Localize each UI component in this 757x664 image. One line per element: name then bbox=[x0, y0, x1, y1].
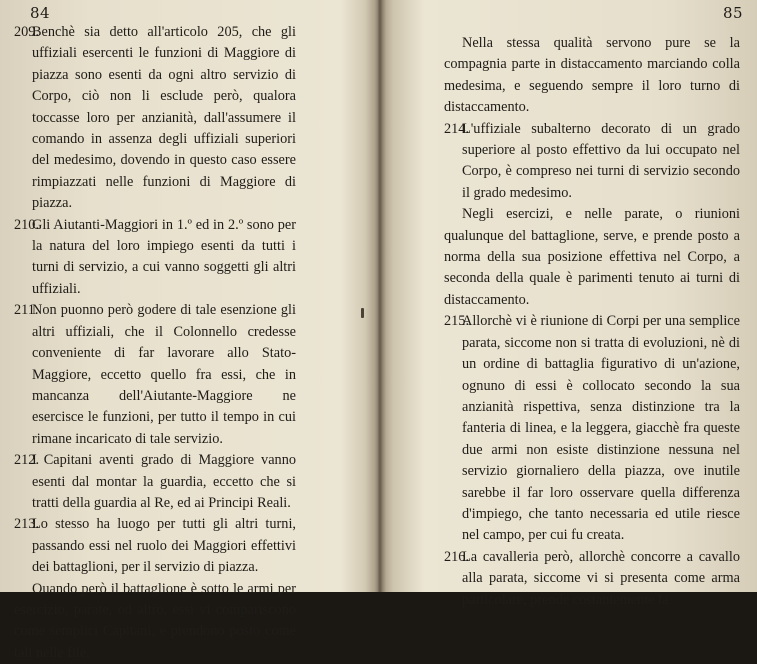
page-number-left: 84 bbox=[30, 4, 51, 22]
article-215 bbox=[444, 311, 740, 546]
article-number: 212. bbox=[14, 452, 40, 469]
article-214 bbox=[444, 119, 740, 205]
article-number: 209. bbox=[14, 24, 40, 40]
article-212 bbox=[14, 450, 296, 514]
paragraph-text: Negli esercizi, e nelle parate, o riunioni qualunque del battaglione, serve, e prende posto a norma della sua posizione effettiva nel Corpo, a seconda della quale è parimenti tenuto ai turni di distaccamento. bbox=[444, 206, 740, 308]
article-number: 216. bbox=[444, 548, 470, 565]
article-213 bbox=[14, 514, 296, 578]
paragraph-text: Quando però il battaglione è sotto le armi per esercizio, parate, od altro, essi vi compariscono come semplici Capitani, e prendono posto come tali nelle file. bbox=[14, 580, 296, 661]
article-216 bbox=[444, 547, 740, 611]
article-text: L'uffiziale subalterno decorato di un grado superiore al posto effettivo da lui occupato nel Corpo, è compreso nei turni di servizio secondo il grado medesimo. bbox=[462, 120, 740, 201]
article-210 bbox=[14, 215, 296, 301]
article-text: Non puonno però godere di tale esenzione gli altri uffiziali, che il Colonnello credesse conveniente di far lavorare allo Stato-Maggiore, eccetto quello fra essi, che in mancanza dell'Aiutante-Maggiore ne esercisce le funzioni, per tutto il tempo in cui rimane incaricato di tale servizio. bbox=[32, 302, 296, 447]
article-text: Gli Aiutanti-Maggiori in 1.º ed in 2.º sono per la natura del loro impiego esenti da tutti i turni di servizio, a cui vanno soggetti gli altri uffiziali. bbox=[32, 216, 296, 297]
paragraph-continuation bbox=[444, 204, 740, 311]
article-number: 211. bbox=[14, 302, 39, 319]
paragraph-continuation bbox=[444, 33, 740, 119]
article-209 bbox=[14, 22, 296, 215]
paragraph-continuation bbox=[14, 579, 296, 664]
left-page-text bbox=[14, 22, 296, 664]
article-number: 215. bbox=[444, 313, 470, 330]
article-number: 214. bbox=[444, 120, 470, 137]
article-211 bbox=[14, 300, 296, 450]
article-text: Benchè sia detto all'articolo 205, che gli uffiziali esercenti le funzioni di Maggiore di piazza sono esenti da ogni altro servizio di Corpo, ciò non li esclude però, qualora toccasse loro per anzianità, dall'assumere il comando in assenza degli uffiziali superiori del medesimo, dovendo in questo caso essere rimpiazzati nelle funzioni di Maggiore di piazza. bbox=[32, 24, 296, 212]
article-number: 210. bbox=[14, 216, 40, 233]
article-text: I Capitani aventi grado di Maggiore vanno esenti dal montar la guardia, eccetto che si tratti della guardia al Re, ed ai Principi Reali. bbox=[32, 452, 296, 511]
left-page bbox=[0, 0, 375, 661]
paragraph-text: Nella stessa qualità servono pure se la compagnia parte in distaccamento marciando colla medesima, e seguendo sempre il loro turno di distaccamento. bbox=[444, 35, 740, 116]
article-number: 213. bbox=[14, 516, 40, 533]
right-page-text bbox=[444, 33, 740, 611]
article-text: La cavalleria però, allorchè concorre a cavallo alla parata, siccome vi si presenta come arma particolare, prende costantemente la bbox=[462, 548, 740, 608]
page-number-right: 85 bbox=[723, 4, 744, 22]
article-text: Allorchè vi è riunione di Corpi per una semplice parata, siccome non si tratta di evoluzioni, nè di un ordine di battaglia figurativo di un'azione, ognuno di essi è collocato secondo la sua anzianità rispettiva, senza distinzione tra la fanteria di linea, e la leggera, giacchè fra queste due armi non esiste distinzione nessuna nel servizio giornaliero della piazza, ove inutile sarebbe il far loro osservare quella differenza d'impiego, che tanto necessaria ed utile riesce nel campo, per cui fu creata. bbox=[462, 313, 740, 544]
article-text: Lo stesso ha luogo per tutti gli altri turni, passando essi nel ruolo dei Maggiori effettivi dei battaglioni, per il servizio di piazza. bbox=[32, 516, 296, 576]
